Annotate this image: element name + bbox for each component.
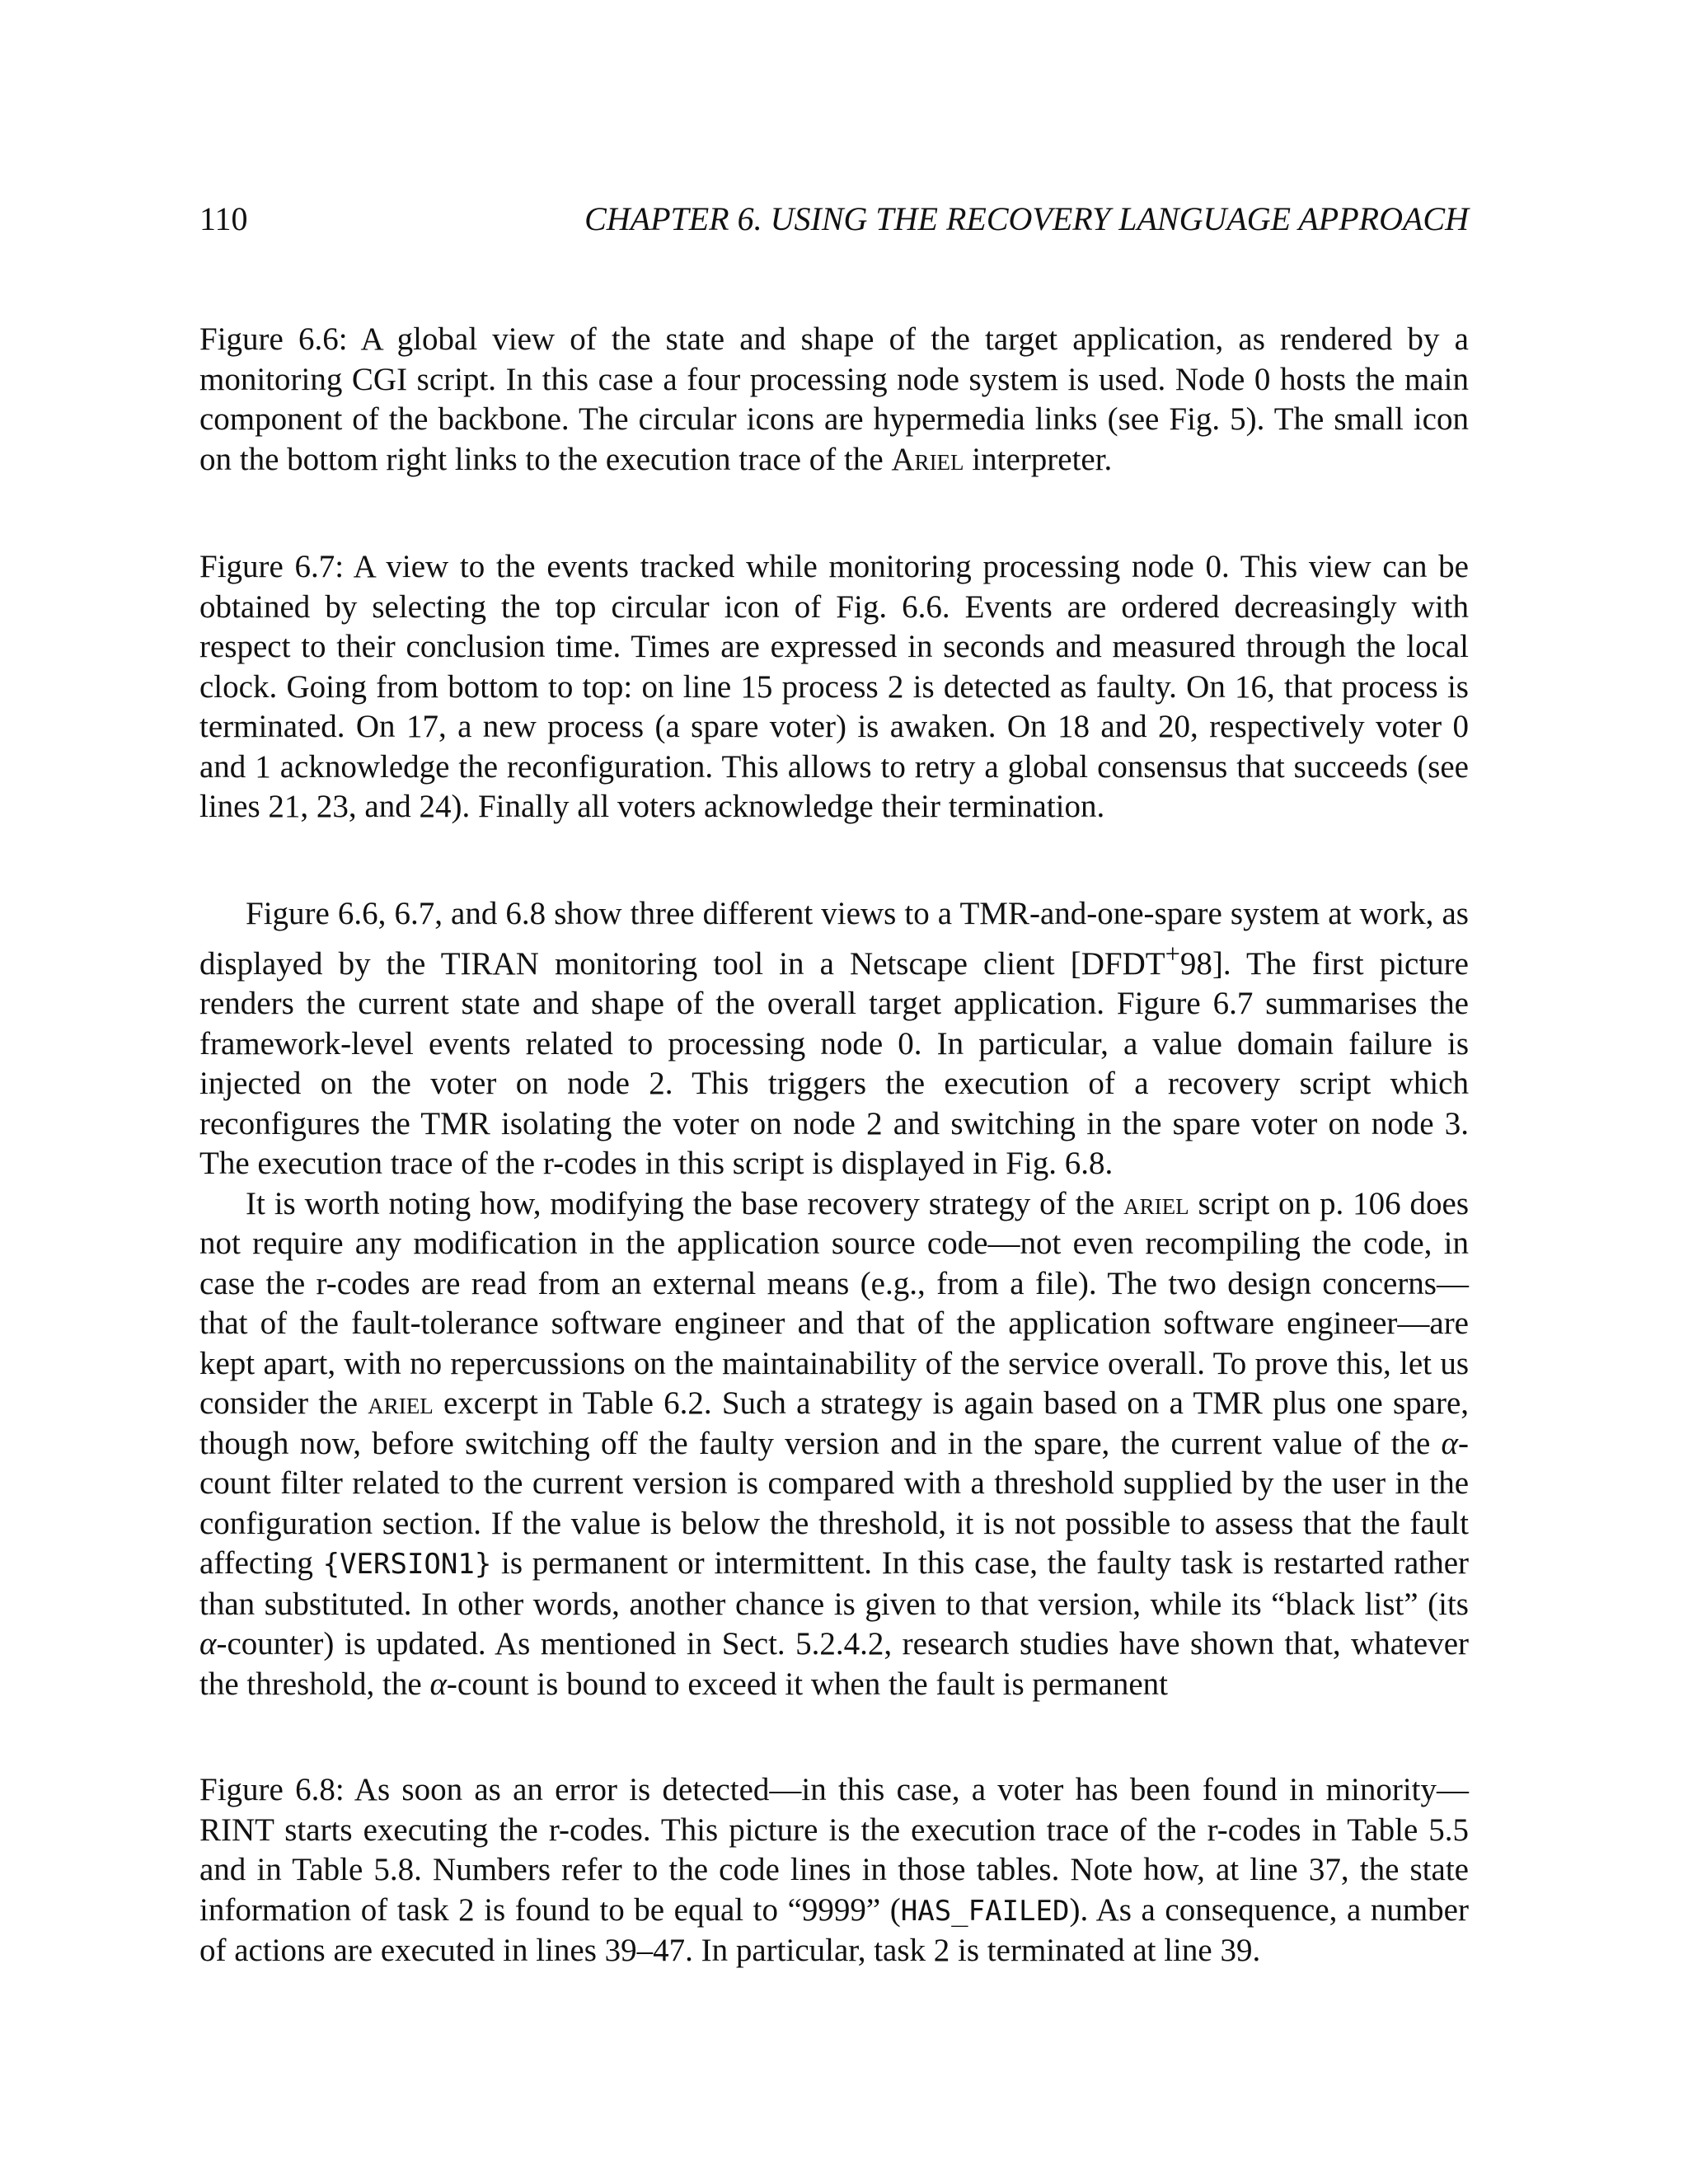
ariel-name: ariel	[1123, 1185, 1189, 1221]
ariel-name: Ariel	[891, 441, 964, 477]
body-text	[199, 894, 1469, 1704]
figure-6-7-caption	[199, 547, 1469, 827]
caption-text: Figure 6.8: As soon as an error is detected—in this case, a voter has been found in minority—RINT starts executing the r-codes. This picture is the execution trace of the r-codes in Table 5.5 and in Table 5.8. Numbers refer to the code lines in those tables. Note how, at line 37, the state information of task 2 is found to be equal to “9999” (HAS_FAILED). As a consequence, a number of actions are executed in lines 39–47. In particular, task 2 is terminated at line 39.	[199, 1772, 1469, 1968]
code-version1: {VERSION1}	[322, 1548, 492, 1581]
alpha-symbol: α	[429, 1666, 447, 1702]
alpha-symbol: α	[1441, 1425, 1458, 1461]
page-header	[199, 198, 1469, 247]
figure-6-6-caption	[199, 320, 1469, 480]
ariel-name: ariel	[368, 1385, 434, 1421]
code-has-failed: HAS_FAILED	[900, 1894, 1070, 1928]
caption-text: Figure 6.7: A view to the events tracked while monitoring processing node 0. This view can be obtained by selecting the top circular icon of Fig. 6.6. Events are ordered decreasingly with respect to their conclusion time. Times are expressed in seconds and measured through the local clock. Going from bottom to top: on line 15 process 2 is detected as faulty. On 16, that process is terminated. On 17, a new process (a spare voter) is awaken. On 18 and 20, respectively voter 0 and 1 acknowledge the reconfiguration. This allows to retry a global consensus that succeeds (see lines 21, 23, and 24). Finally all voters acknowledge their termination.	[199, 549, 1469, 824]
paragraph-1: Figure 6.6, 6.7, and 6.8 show three different views to a TMR-and-one-spare system at work, as displayed by the TIRAN monitoring tool in a Netscape client [DFDT+98]. The first picture renders the current state and shape of the overall target application. Figure 6.7 summarises the framework-level events related to processing node 0. In particular, a value domain failure is injected on the voter on node 2. This triggers the execution of a recovery script which reconfigures the TMR isolating the voter on node 2 and switching in the spare voter on node 3. The execution trace of the r-codes in this script is displayed in Fig. 6.8.	[199, 896, 1469, 1181]
paragraph-2: It is worth noting how, modifying the base recovery strategy of the ariel script on p. 106 does not require any modification in the application source code—not even recompiling the code, in case the r-codes are read from an external means (e.g., from a file). The two design concerns—that of the fault-tolerance software engineer and that of the application software engineer—are kept apart, with no repercussions on the maintainability of the service overall. To prove this, let us consider the ariel excerpt in Table 6.2. Such a strategy is again based on a TMR plus one spare, though now, before switching off the faulty version and in the spare, the current value of the α-count filter related to the current version is compared with a threshold supplied by the user in the configuration section. If the value is below the threshold, it is not possible to assess that the fault affecting {VERSION1} is permanent or intermittent. In this case, the faulty task is restarted rather than substituted. In other words, another chance is given to that version, while its “black list” (its α-counter) is updated. As mentioned in Sect. 5.2.4.2, research studies have shown that, whatever the threshold, the α-count is bound to exceed it when the fault is permanent	[199, 1185, 1469, 1702]
page-number: 110	[199, 200, 248, 237]
caption-text: Figure 6.6: A global view of the state and shape of the target application, as rendered by a monitoring CGI script. In this case a four processing node system is used. Node 0 hosts the main component of the backbone. The circular icons are hypermedia links (see Fig. 5). The small icon on the bottom right links to the execution trace of the Ariel interpreter.	[199, 321, 1469, 477]
alpha-symbol: α	[199, 1626, 217, 1661]
running-title: CHAPTER 6. USING THE RECOVERY LANGUAGE APPROACH	[584, 200, 1469, 237]
figure-6-8-caption	[199, 1770, 1469, 1971]
